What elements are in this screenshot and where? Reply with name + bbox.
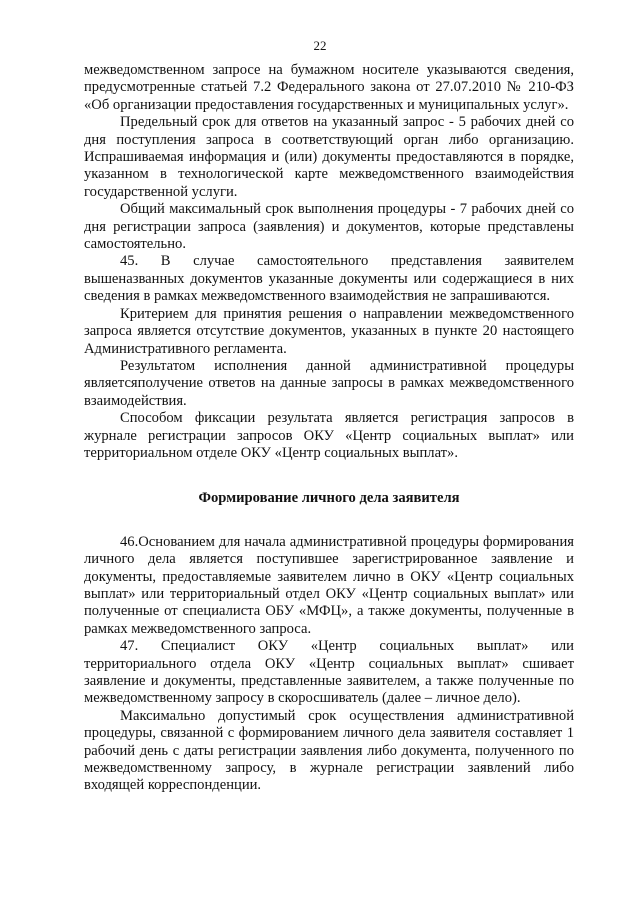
- paragraph-item-47: 47. Специалист ОКУ «Центр социальных выплат» или территориального отдела ОКУ «Центр социальных выплат» сшивает заявление и документы, представленные заявителем, а также полученные по межведомственному запросу в скоросшиватель (далее – личное дело).: [84, 638, 574, 707]
- paragraph-item-45: 45. В случае самостоятельного представления заявителем вышеназванных документов указанные документы или содержащиеся в них сведения в рамках межведомственного взаимодействия не запрашиваются.: [84, 253, 574, 305]
- paragraph-decision-criterion: Критерием для принятия решения о направлении межведомственного запроса является отсутствие документов, указанных в пункте 20 настоящего Административного регламента.: [84, 305, 574, 357]
- paragraph-result-fixation: Способом фиксации результата является регистрация запросов в журнале регистрации запросов ОКУ «Центр социальных выплат» или территориальном отделе ОКУ «Центр социальных выплат».: [84, 410, 574, 461]
- paragraph-total-deadline: Общий максимальный срок выполнения процедуры - 7 рабочих дней со дня регистрации запроса (заявления) и документов, которые представлены самостоятельно.: [84, 201, 574, 253]
- document-body: [84, 62, 574, 795]
- paragraph-response-deadline: Предельный срок для ответов на указанный запрос - 5 рабочих дней со дня поступления запроса в соответствующий орган либо организацию. Испрашиваемая информация и (или) документы предоставляются в порядке, указанном в технологической карте межведомственного взаимодействия государственной услуги.: [84, 114, 574, 200]
- page-number: 22: [313, 38, 327, 53]
- paragraph-item-46: 46.Основанием для начала административной процедуры формирования личного дела является поступившее зарегистрированное заявление и документы, предоставляемые заявителем лично в ОКУ «Центр социальных выплат» или территориальный отдел ОКУ «Центр социальных выплат» или полученные от специалиста ОБУ «МФЦ», а также документы, полученные в рамках межведомственного запроса.: [84, 533, 574, 637]
- section-heading: Формирование личного дела заявителя: [198, 490, 460, 507]
- paragraph-procedure-result: Результатом исполнения данной административной процедуры являетсяполучение ответов на данные запросы в рамках межведомственного взаимодействия.: [84, 357, 574, 409]
- paragraph-max-duration: Максимально допустимый срок осуществления административной процедуры, связанной с формированием личного дела заявителя составляет 1 рабочий день с даты регистрации заявления либо документа, полученного по межведомственному запросу, в журнале регистрации заявлений либо входящей корреспонденции.: [84, 707, 574, 794]
- paragraph-continuation: межведомственном запросе на бумажном носителе указываются сведения, предусмотренные статьей 7.2 Федерального закона от 27.07.2010 № 210-ФЗ «Об организации предоставления государственных и муниципальных услуг».: [84, 62, 574, 113]
